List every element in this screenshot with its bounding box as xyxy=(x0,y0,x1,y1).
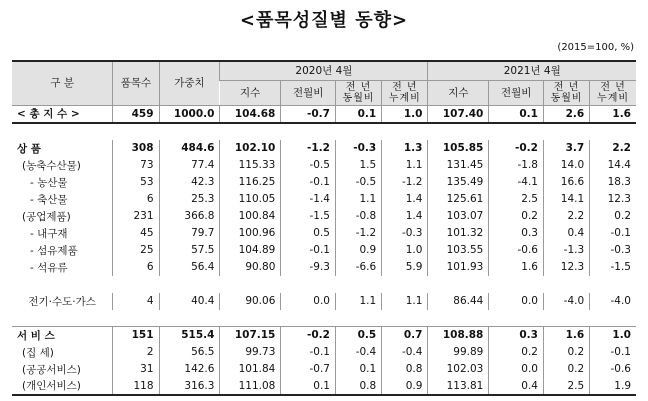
cell-index-2020: 104.68 xyxy=(220,106,281,123)
row-label: (집 세) xyxy=(22,346,54,359)
cell-ytd-2020: 0.7 xyxy=(382,327,428,344)
cell-mom-2021: -4.1 xyxy=(489,174,544,191)
cell-items: 31 xyxy=(113,361,159,378)
table-row xyxy=(12,378,636,395)
cell-yoy-2020: 1.5 xyxy=(335,157,381,174)
cell-ytd-2021: 0.2 xyxy=(590,208,636,225)
cell-weight: 515.4 xyxy=(159,327,220,344)
table-row-total xyxy=(12,106,636,123)
cell-weight: 316.3 xyxy=(159,378,220,395)
header-yoy-2020 xyxy=(335,81,381,106)
cell-mom-2021: 0.2 xyxy=(489,344,544,361)
header-ytd-2020-line2: 누계비 xyxy=(388,93,421,104)
cell-mom-2021: -1.8 xyxy=(489,157,544,174)
header-period-2021: 2021년 4월 xyxy=(428,61,636,81)
header-yoy-2021-line1: 전 년 xyxy=(553,82,580,93)
cell-mom-2020: -0.1 xyxy=(281,242,336,259)
cell-mom-2020: 0.1 xyxy=(281,378,336,395)
row-label: - 내구재 xyxy=(30,227,68,240)
cell-yoy-2020: -0.8 xyxy=(335,208,381,225)
unit-note: (2015=100, %) xyxy=(557,42,634,53)
cell-weight: 42.3 xyxy=(159,174,220,191)
cell-ytd-2020: 1.0 xyxy=(382,106,428,123)
cell-index-2021: 125.61 xyxy=(428,191,489,208)
row-label: - 축산물 xyxy=(30,193,68,206)
cell-ytd-2020: -1.2 xyxy=(382,174,428,191)
header-weight: 가중치 xyxy=(159,61,220,106)
cell-ytd-2021: 18.3 xyxy=(590,174,636,191)
spacer-row xyxy=(12,310,636,327)
cell-weight: 366.8 xyxy=(159,208,220,225)
row-label: 상 품 xyxy=(17,142,41,155)
cell-weight: 25.3 xyxy=(159,191,220,208)
cell-mom-2021: -0.2 xyxy=(489,140,544,157)
cell-ytd-2020: 0.8 xyxy=(382,361,428,378)
header-yoy-2020-line2: 동월비 xyxy=(342,93,375,104)
table-row xyxy=(12,157,636,174)
cell-yoy-2020: 1.1 xyxy=(335,191,381,208)
cell-yoy-2020: -0.3 xyxy=(335,140,381,157)
header-category: 구 분 xyxy=(12,61,113,106)
cell-mom-2021: 0.0 xyxy=(489,361,544,378)
cell-yoy-2021: 2.5 xyxy=(543,378,589,395)
cell-mom-2020: -0.2 xyxy=(281,327,336,344)
cell-weight: 484.6 xyxy=(159,140,220,157)
cell-ytd-2021: 12.3 xyxy=(590,191,636,208)
cell-ytd-2021: 1.0 xyxy=(590,327,636,344)
cell-index-2021: 108.88 xyxy=(428,327,489,344)
header-ytd-2021-line2: 누계비 xyxy=(597,93,630,104)
cell-ytd-2020: 1.0 xyxy=(382,242,428,259)
cell-items: 2 xyxy=(113,344,159,361)
cell-yoy-2020: 0.5 xyxy=(335,327,381,344)
cell-yoy-2020: 0.1 xyxy=(335,106,381,123)
row-label: (공업제품) xyxy=(22,210,71,223)
cell-yoy-2021: 3.7 xyxy=(543,140,589,157)
cell-ytd-2021: 14.4 xyxy=(590,157,636,174)
cell-ytd-2021: -0.1 xyxy=(590,225,636,242)
cell-yoy-2020: -0.4 xyxy=(335,344,381,361)
row-label: - 농산물 xyxy=(30,176,68,189)
cell-yoy-2021: 1.6 xyxy=(543,327,589,344)
cell-weight: 142.6 xyxy=(159,361,220,378)
cell-items: 73 xyxy=(113,157,159,174)
cell-index-2020: 90.80 xyxy=(220,259,281,276)
cell-items: 308 xyxy=(113,140,159,157)
cell-mom-2021: -0.6 xyxy=(489,242,544,259)
cell-mom-2020: -0.7 xyxy=(281,106,336,123)
cell-index-2021: 86.44 xyxy=(428,293,489,310)
cell-index-2020: 104.89 xyxy=(220,242,281,259)
header-yoy-2021 xyxy=(543,81,589,106)
cell-mom-2020: -1.5 xyxy=(281,208,336,225)
cell-mom-2021: 0.0 xyxy=(489,293,544,310)
row-label: 서 비 스 xyxy=(12,327,113,344)
cell-items: 151 xyxy=(113,327,159,344)
row-label: - 섬유제품 xyxy=(30,244,78,257)
cell-items: 25 xyxy=(113,242,159,259)
header-ytd-2020-line1: 전 년 xyxy=(392,82,418,93)
cell-yoy-2021: -4.0 xyxy=(543,293,589,310)
table-row-goods xyxy=(12,140,636,157)
cell-index-2021: 105.85 xyxy=(428,140,489,157)
header-yoy-2020-line1: 전 년 xyxy=(345,82,372,93)
cell-ytd-2021: -1.5 xyxy=(590,259,636,276)
cell-ytd-2021: -0.3 xyxy=(590,242,636,259)
cell-yoy-2020: -1.2 xyxy=(335,225,381,242)
header-mom-2020: 전월비 xyxy=(281,81,336,106)
cell-ytd-2021: 1.9 xyxy=(590,378,636,395)
cell-mom-2020: -9.3 xyxy=(281,259,336,276)
cell-mom-2021: 2.5 xyxy=(489,191,544,208)
row-label: 전기·수도·가스 xyxy=(28,295,96,308)
cell-yoy-2020: 1.1 xyxy=(335,293,381,310)
cell-ytd-2020: 1.4 xyxy=(382,191,428,208)
cell-ytd-2020: -0.3 xyxy=(382,225,428,242)
cell-yoy-2020: 0.9 xyxy=(335,242,381,259)
header-ytd-2020 xyxy=(382,81,428,106)
cell-yoy-2021: 0.4 xyxy=(543,225,589,242)
table-row xyxy=(12,174,636,191)
cell-items: 6 xyxy=(113,191,159,208)
cell-items: 6 xyxy=(113,259,159,276)
cell-index-2020: 110.05 xyxy=(220,191,281,208)
cell-mom-2021: 0.2 xyxy=(489,208,544,225)
page-title: <품목성질별 동향> xyxy=(239,10,409,31)
cell-items: 231 xyxy=(113,208,159,225)
cell-ytd-2020: -0.4 xyxy=(382,344,428,361)
cell-index-2020: 90.06 xyxy=(220,293,281,310)
cell-index-2021: 101.32 xyxy=(428,225,489,242)
cell-index-2020: 100.96 xyxy=(220,225,281,242)
header-num-items: 품목수 xyxy=(113,61,159,106)
cell-yoy-2021: 2.2 xyxy=(543,208,589,225)
cell-index-2020: 116.25 xyxy=(220,174,281,191)
cell-index-2020: 101.84 xyxy=(220,361,281,378)
cell-mom-2021: 0.1 xyxy=(489,106,544,123)
header-index-2020: 지수 xyxy=(220,81,281,106)
cell-ytd-2020: 5.9 xyxy=(382,259,428,276)
header-index-2021: 지수 xyxy=(428,81,489,106)
cell-index-2021: 113.81 xyxy=(428,378,489,395)
table-row xyxy=(12,344,636,361)
cell-mom-2020: -0.1 xyxy=(281,344,336,361)
cell-items: 53 xyxy=(113,174,159,191)
cell-ytd-2021: 2.2 xyxy=(590,140,636,157)
row-label: (공공서비스) xyxy=(22,363,81,376)
cell-yoy-2021: 0.2 xyxy=(543,361,589,378)
cell-index-2020: 111.08 xyxy=(220,378,281,395)
cell-yoy-2020: 0.1 xyxy=(335,361,381,378)
cell-mom-2020: -1.2 xyxy=(281,140,336,157)
price-index-table xyxy=(12,60,636,396)
cell-index-2021: 107.40 xyxy=(428,106,489,123)
header-mom-2021: 전월비 xyxy=(489,81,544,106)
table-row xyxy=(12,361,636,378)
cell-ytd-2021: -4.0 xyxy=(590,293,636,310)
cell-items: 45 xyxy=(113,225,159,242)
cell-index-2020: 115.33 xyxy=(220,157,281,174)
row-label: (농축수산물) xyxy=(22,159,81,172)
cell-index-2021: 103.55 xyxy=(428,242,489,259)
cell-yoy-2020: 0.8 xyxy=(335,378,381,395)
table-row xyxy=(12,225,636,242)
cell-yoy-2020: -6.6 xyxy=(335,259,381,276)
cell-ytd-2020: 1.1 xyxy=(382,293,428,310)
cell-mom-2020: -0.5 xyxy=(281,157,336,174)
cell-index-2021: 103.07 xyxy=(428,208,489,225)
cell-yoy-2021: 12.3 xyxy=(543,259,589,276)
cell-weight: 56.5 xyxy=(159,344,220,361)
cell-weight: 77.4 xyxy=(159,157,220,174)
table-row xyxy=(12,208,636,225)
cell-ytd-2020: 0.9 xyxy=(382,378,428,395)
cell-ytd-2021: -0.6 xyxy=(590,361,636,378)
cell-yoy-2021: -1.3 xyxy=(543,242,589,259)
table-row-services xyxy=(12,327,636,344)
cell-mom-2021: 0.3 xyxy=(489,225,544,242)
cell-mom-2020: 0.5 xyxy=(281,225,336,242)
header-ytd-2021 xyxy=(590,81,636,106)
cell-mom-2020: -0.7 xyxy=(281,361,336,378)
cell-yoy-2021: 14.1 xyxy=(543,191,589,208)
cell-weight: 56.4 xyxy=(159,259,220,276)
cell-index-2021: 135.49 xyxy=(428,174,489,191)
cell-yoy-2021: 2.6 xyxy=(543,106,589,123)
cell-mom-2021: 0.3 xyxy=(489,327,544,344)
cell-ytd-2020: 1.4 xyxy=(382,208,428,225)
cell-weight: 57.5 xyxy=(159,242,220,259)
cell-ytd-2021: -0.1 xyxy=(590,344,636,361)
row-label: (개인서비스) xyxy=(12,378,113,395)
header-ytd-2021-line1: 전 년 xyxy=(600,82,626,93)
cell-ytd-2021: 1.6 xyxy=(590,106,636,123)
table-row-utilities xyxy=(12,293,636,310)
cell-index-2021: 102.03 xyxy=(428,361,489,378)
cell-items: 459 xyxy=(113,106,159,123)
cell-index-2020: 107.15 xyxy=(220,327,281,344)
table-row xyxy=(12,191,636,208)
cell-mom-2020: 0.0 xyxy=(281,293,336,310)
cell-index-2021: 101.93 xyxy=(428,259,489,276)
cell-yoy-2020: -0.5 xyxy=(335,174,381,191)
cell-items: 4 xyxy=(113,293,159,310)
cell-index-2020: 102.10 xyxy=(220,140,281,157)
table-row xyxy=(12,242,636,259)
cell-index-2021: 131.45 xyxy=(428,157,489,174)
cell-index-2021: 99.89 xyxy=(428,344,489,361)
cell-ytd-2020: 1.3 xyxy=(382,140,428,157)
spacer-row xyxy=(12,276,636,293)
cell-weight: 40.4 xyxy=(159,293,220,310)
cell-mom-2021: 0.4 xyxy=(489,378,544,395)
header-period-2020: 2020년 4월 xyxy=(220,61,428,81)
row-label: < 총 지 수 > xyxy=(12,106,113,123)
spacer-row xyxy=(12,123,636,140)
cell-mom-2020: -1.4 xyxy=(281,191,336,208)
table-row xyxy=(12,259,636,276)
row-label: - 석유류 xyxy=(30,261,68,274)
header-yoy-2021-line2: 동월비 xyxy=(550,93,583,104)
cell-yoy-2021: 14.0 xyxy=(543,157,589,174)
cell-index-2020: 99.73 xyxy=(220,344,281,361)
cell-yoy-2021: 16.6 xyxy=(543,174,589,191)
cell-weight: 1000.0 xyxy=(159,106,220,123)
cell-ytd-2020: 1.1 xyxy=(382,157,428,174)
cell-index-2020: 100.84 xyxy=(220,208,281,225)
cell-mom-2021: 1.6 xyxy=(489,259,544,276)
cell-items: 118 xyxy=(113,378,159,395)
cell-weight: 79.7 xyxy=(159,225,220,242)
cell-yoy-2021: 0.2 xyxy=(543,344,589,361)
cell-mom-2020: -0.1 xyxy=(281,174,336,191)
